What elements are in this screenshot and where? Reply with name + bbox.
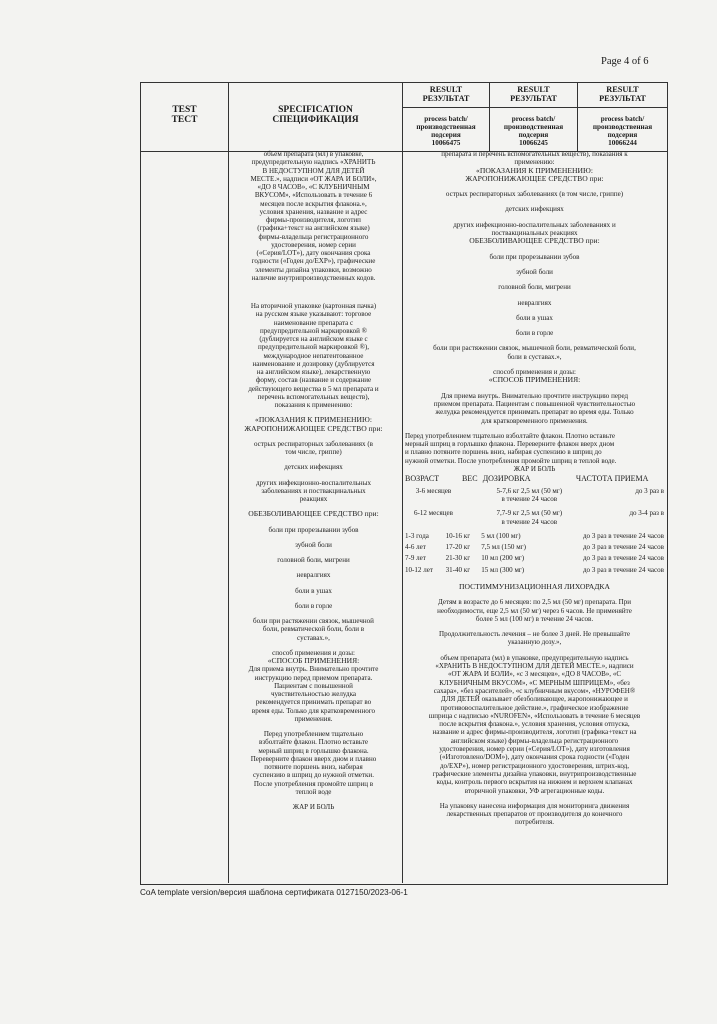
result-final-text: объем препарата (мл) в упаковке, предупредительную надпись «ХРАНИТЬ В НЕДОСТУПНОМ ДЛЯ ДЕТЕЙ МЕСТЕ.», надписи «ОТ ЖАРА И БОЛИ», «с 3 месяцев», «ДО 8 ЧАСОВ», «С КЛУБНИЧНЫМ ВКУСОМ», «С МЕРНЫМ ШПРИЦЕМ», «без сахара», «без красителей», «с клубничным вкусом», «НУРОФЕН® ДЛЯ ДЕТЕЙ оказывает обезболивающее, жаропонижающее и противовоспалительное действие.», графическое изображение шприца с надписью «NUROFEN», «Использовать в течение 6 месяцев после вскрытия флакона.», условия хранения, условия отпуска, название и адрес фирмы-производителя, логотип (графика+текст на английском языке) фирмы-владельца регистрационного удостоверения, номер серии («Серия/LOT»), дату изготовления («Изготовлено/DOM»), дату окончания срока годности («Годен до/EXP»), номер регистрационного удостоверения, штрих-код, графические элементы дизайна упаковки, внутрипроизводственные коды, контроль первого вскрытия на нижнем и верхнем клапанах вторичной упаковки, УФ агрегационные коды.: [428, 653, 641, 795]
dose-header-dose: ДОЗИРОВКА: [482, 474, 531, 484]
batch-header-1: process batch/ производственная подсерия 10066475: [416, 115, 476, 147]
specification-text: [228, 150, 399, 811]
spec-fever-title: ЖАР И БОЛЬ: [292, 803, 335, 811]
spec-indications-title: «ПОКАЗАНИЯ К ПРИМЕНЕНИЮ: ЖАРОПОНИЖАЮЩЕЕ СРЕДСТВО при:: [244, 415, 383, 433]
specification-header: SPECIFICATION СПЕЦИФИКАЦИЯ: [272, 105, 359, 125]
spec-antipyretic-list: острых респираторных заболеваниях (в том числе, гриппе) детских инфекциях других инфекционно-воспалительных заболеваниях и поствакцинальных реакциях: [253, 439, 373, 503]
dose-frequency-cell: до 3-4 раз в: [629, 509, 664, 518]
batch-header-3: process batch/ производственная подсерия 10066244: [592, 115, 653, 147]
result-method-title: «СПОСОБ ПРИМЕНЕНИЯ:: [488, 375, 581, 385]
dose-header-frequency: ЧАСТОТА ПРИЕМА: [575, 474, 649, 484]
table-row: [405, 487, 664, 504]
result-text: [405, 150, 664, 827]
spec-primary-packaging: объем препарата (мл) в упаковке, предупредительную надпись «ХРАНИТЬ В НЕДОСТУПНОМ ДЛЯ ДЕТЕЙ МЕСТЕ.», надписи «ОТ ЖАРА И БОЛИ», «ДО 8 ЧАСОВ», «С КЛУБНИЧНЫМ ВКУСОМ», «Использовать в течение 6 месяцев после вскрытия флакона.», условия хранения, название и адрес фирмы-производителя, логотип (графика+текст на английском языке) фирмы-владельца регистрационного удостоверения, номер серии («Серия/LOT»), дату окончания срока годности («Годен до/EXP»), графические элементы дизайна упаковки, возможно наличие внутрипроизводственных кодов.: [250, 150, 377, 282]
spec-secondary-packaging: На вторичной упаковке (картонная пачка) на русском языке указывают: торговое наименование препарата с предупредительной маркировкой ® (дублируется на английском языке с предупредительной маркировкой ®), международное непатентованное наименование и дозировку (дублируется на английском языке), лекарственную форму, состав (название и содержание действующего вещества в 5 мл препарата и перечень вспомогательных веществ), показания к применению:: [248, 302, 379, 409]
page-number: Page 4 of 6: [601, 56, 649, 67]
table-row: 4-6 лет 17-20 кг 7,5 мл (150 мг) до 3 раз в течение 24 часов: [405, 543, 664, 552]
result-analgesic-title: ОБЕЗБОЛИВАЮЩЕЕ СРЕДСТВО при:: [469, 236, 600, 246]
result-post-text: Детям в возрасте до 6 месяцев: по 2,5 мл (50 мг) препарата. При необходимости, еще 2,5 мл (50 мг) через 6 часов. Не применяйте более 5 мл (100 мг) в течение 24 часов.: [437, 598, 632, 623]
footer-template-version: CoA template version/версия шаблона сертификата 0127150/2023-06-1: [140, 888, 408, 897]
table-row: 10-12 лет 31-40 кг 15 мл (300 мг) до 3 раз в течение 24 часов: [405, 565, 664, 574]
spec-analgesic-title: ОБЕЗБОЛИВАЮЩЕЕ СРЕДСТВО при:: [248, 509, 379, 519]
dosage-table: [405, 475, 664, 525]
test-header: TEST ТЕСТ: [171, 105, 198, 125]
result-indications-title: «ПОКАЗАНИЯ К ПРИМЕНЕНИЮ: ЖАРОПОНИЖАЮЩЕЕ СРЕДСТВО при:: [465, 165, 604, 183]
result-analgesic-list: боли при прорезывании зубов зубной боли головной боли, мигрени невралгиях боли в ушах боли в горле боли при растяжении связок, мышечной боли, ревматической боли, боли в суставах.»,: [433, 252, 636, 361]
table-row: 7-9 лет 21-30 кг 10 мл (200 мг) до 3 раз в течение 24 часов: [405, 554, 664, 563]
batch-header-2: process batch/ производственная подсерия 10066245: [503, 115, 564, 147]
dose-age-cell: 6-12 месяцев: [413, 509, 453, 518]
result-header-1: RESULT РЕЗУЛЬТАТ: [422, 85, 470, 103]
age-dosage-table: [405, 532, 664, 577]
result-antipyretic-list: острых респираторных заболеваниях (в том числе, гриппе) детских инфекциях других инфекционно-воспалительных заболеваниях и поствакцинальных реакциях: [445, 190, 624, 238]
spec-method-text: Для приема внутрь. Внимательно прочтите инструкцию перед приемом препарата. Пациентам с повышенной чувствительностью желудка рекомендуется принимать препарат во время еды. Только для кратковременного применения.: [248, 665, 379, 723]
dose-value-cell: 7,7-9 кг 2,5 мл (50 мг) в течение 24 часов: [496, 509, 563, 526]
result-top: препарата и перечень вспомогательных веществ), показания к применению:: [441, 150, 628, 167]
spec-usage-line: способ применения и дозы:: [272, 648, 355, 657]
table-row: [405, 509, 664, 526]
table-row: 1-3 года 10-16 кг 5 мл (100 мг) до 3 раз в течение 24 часов: [405, 531, 664, 540]
result-post-title: ПОСТИММУНИЗАЦИОННАЯ ЛИХОРАДКА: [459, 581, 610, 591]
result-duration-text: Продолжительность лечения – не более 3 дней. Не превышайте указанную дозу.»,: [439, 630, 630, 647]
result-header-3: RESULT РЕЗУЛЬТАТ: [599, 85, 646, 103]
result-method-text: Для приема внутрь. Внимательно прочтите инструкцию перед приемом препарата. Пациентам с повышенной чувствительностью желудка рекомендуется принимать препарат во время еды. Только для кратковременного применения.: [433, 391, 636, 425]
spec-analgesic-list: боли при прорезывании зубов зубной боли головной боли, мигрени невралгиях боли в ушах боли в горле боли при растяжении связок, мышечной боли, ревматической боли, боли в суставах.»,: [253, 525, 374, 642]
result-fever-title: ЖАР И БОЛЬ: [513, 465, 556, 474]
dose-age-cell: 3-6 месяцев: [415, 486, 452, 495]
result-monitor-text: На упаковку нанесена информация для мониторинга движения лекарственных препаратов от производителя до конечного потребителя.: [439, 801, 630, 827]
dose-value-cell: 5-7,6 кг 2,5 мл (50 мг) в течение 24 часов: [496, 486, 563, 503]
dose-frequency-cell: до 3 раз в: [635, 486, 664, 495]
spec-shake-text: Перед употреблением тщательно взболтайте флакон. Плотно вставьте мерный шприц в горлышко флакона. Переверните флакон вверх дном и плавно потяните поршень вниз, набирая суспензию в шприц до нужной отметки. После употребления промойте шприц в теплой воде: [250, 730, 377, 796]
result-header-2: RESULT РЕЗУЛЬТАТ: [510, 85, 557, 103]
result-usage-line: способ применения и дозы:: [493, 368, 576, 377]
dose-header-weight: ВЕС: [461, 474, 478, 484]
spec-method-title: «СПОСОБ ПРИМЕНЕНИЯ:: [267, 656, 360, 665]
dose-header-age: ВОЗРАСТ: [405, 474, 440, 484]
result-shake-text: Перед употреблением тщательно взболтайте флакон. Плотно вставьте мерный шприц в горлышко флакона. Переверните флакон вверх дном и плавно потяните поршень вниз, набирая суспензию в шприц до нужной отметки. После употребления промойте шприц в теплой воде.: [405, 431, 617, 465]
